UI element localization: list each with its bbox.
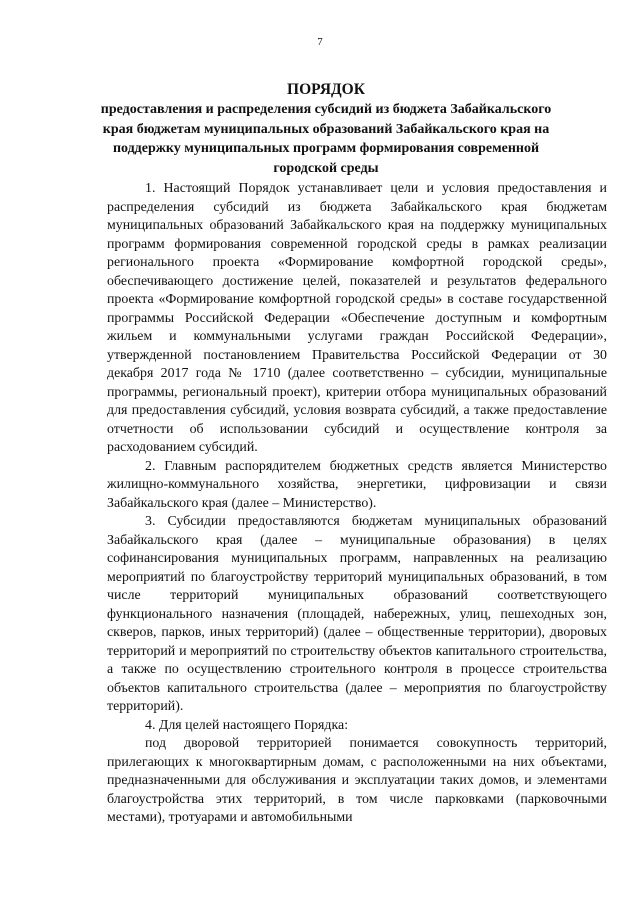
title-heading: ПОРЯДОК xyxy=(287,81,365,98)
paragraph-3: 3. Субсидии предоставляются бюджетам муниципальных образований Забайкальского края (далее – муниципальные образования) в целях софинансирования муниципальных программ, направленных на реализацию мероприятий по благоустройству территорий муниципальных образований, в том числе территорий муниципальных образований соответствующего функционального назначения (площадей, набережных, улиц, пешеходных зон, скверов, парков, иных территорий) (далее – общественные территории), дворовых территорий и мероприятий по строительству объектов капитального строительства, а также по осуществлению строительного контроля в процессе строительства объектов капитального строительства (далее – мероприятия по благоустройству территорий). xyxy=(107,514,607,714)
paragraph-4: 4. Для целей настоящего Порядка: xyxy=(145,717,349,733)
paragraph-1: 1. Настоящий Порядок устанавливает цели и условия предоставления и распределения субсидий из бюджета Забайкальского края бюджетам муниципальных образований Забайкальского края на поддержку муниципальных программ формирования современной городской среды в рамках реализации регионального проекта «Формирование комфортной городской среды», обеспечивающего достижение целей, показателей и результатов федерального проекта «Формирование комфортной городской среды» в составе государственной программы Российской Федерации «Обеспечение доступным и комфортным жильем и коммунальными услугами граждан Российской Федерации», утвержденной постановлением Правительства Российской Федерации от 30 декабря 2017 года № 1710 (далее соответственно – субсидии, муниципальные программы, региональный проект), критерии отбора муниципальных образований для предоставления субсидий, условия возврата субсидий, а также предоставление отчетности об использовании субсидий и осуществление контроля за расходованием субсидий. xyxy=(107,181,607,455)
title-subtitle: предоставления и распределения субсидий из бюджета Забайкальского края бюджетам муниципальных образований Забайкальского края на поддержку муниципальных программ формирования современной городской среды xyxy=(100,102,552,176)
paragraph-2: 2. Главным распорядителем бюджетных средств является Министерство жилищно-коммунального хозяйства, энергетики, цифровизации и связи Забайкальского края (далее – Министерство). xyxy=(107,458,607,511)
document-title xyxy=(96,80,556,178)
document-body xyxy=(107,180,607,828)
paragraph-5: под дворовой территорией понимается совокупность территорий, прилегающих к многоквартирным домам, с расположенными на них объектами, предназначенными для обслуживания и эксплуатации таких домов, и элементами благоустройства этих территорий, в том числе парковками (парковочными местами), тротуарами и автомобильными xyxy=(107,736,607,825)
page-number: 7 xyxy=(317,36,323,48)
